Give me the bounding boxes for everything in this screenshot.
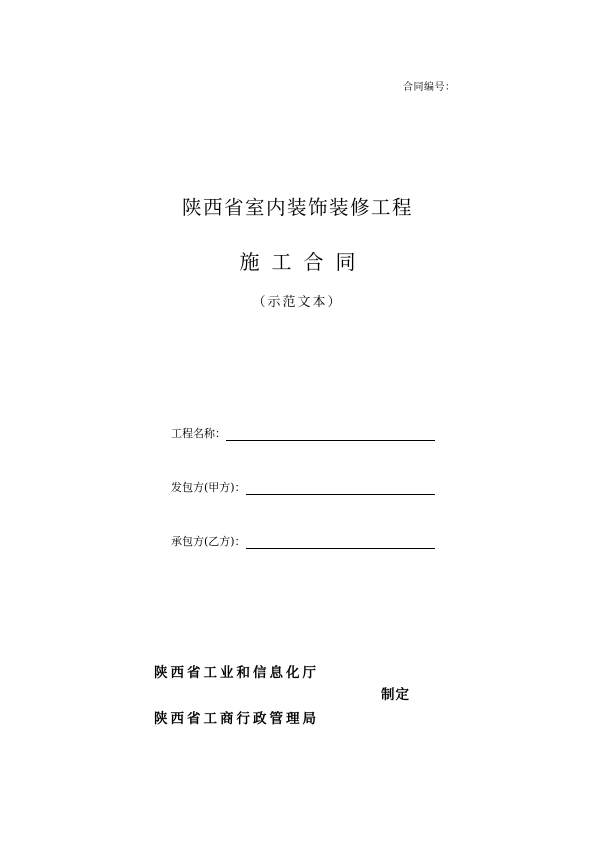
- project-name-label: 工程名称：: [171, 427, 226, 440]
- model-text-note: （示范文本）: [252, 295, 343, 310]
- issued-by-label: 制定: [381, 687, 410, 703]
- issuer-industry-department: 陕西省工业和信息化厅: [154, 665, 319, 681]
- document-subtitle: 施工合同: [239, 250, 368, 274]
- contract-number-label: 合同编号：: [403, 82, 456, 93]
- contractor-blank-line[interactable]: [246, 548, 435, 549]
- contractor-label: 承包方(乙方)：: [171, 535, 246, 548]
- issuer-commerce-bureau: 陕西省工商行政管理局: [154, 711, 319, 727]
- employer-blank-line[interactable]: [246, 494, 435, 495]
- document-title: 陕西省室内装饰装修工程: [181, 196, 413, 219]
- employer-label: 发包方(甲方)：: [171, 481, 246, 494]
- project-name-blank-line[interactable]: [226, 440, 435, 441]
